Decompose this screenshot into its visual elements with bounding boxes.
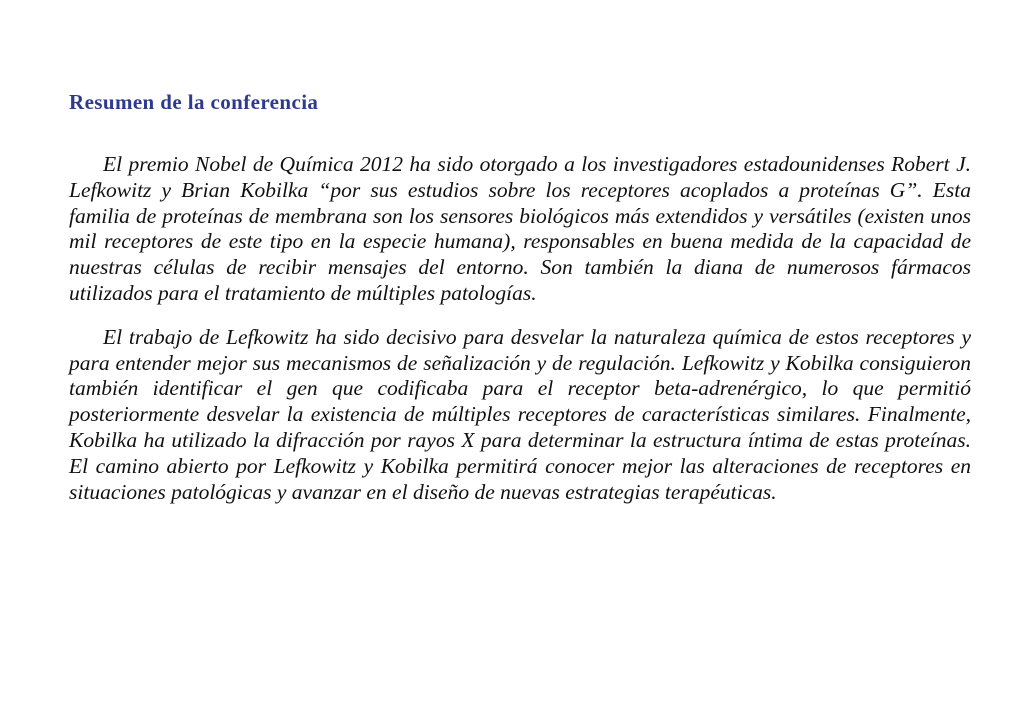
abstract-body — [69, 152, 971, 523]
paragraph-2: El trabajo de Lefkowitz ha sido decisivo para desvelar la naturaleza química de estos receptores y para entender mejor sus mecanismos de señalización y de regulación. Lefkowitz y Kobilka consiguieron también identificar el gen que codificaba para el receptor beta-adrenérgico, lo que permitió posteriormente desvelar la existencia de múltiples receptores de características similares. Finalmente, Kobilka ha utilizado la difracción por rayos X para determinar la estructura íntima de estas proteínas. El camino abierto por Lefkowitz y Kobilka permitirá conocer mejor las alteraciones de receptores en situaciones patológicas y avanzar en el diseño de nuevas estrategias terapéuticas. — [69, 324, 971, 504]
paragraph-1: El premio Nobel de Química 2012 ha sido otorgado a los investigadores estadounidenses Robert J. Lefkowitz y Brian Kobilka “por sus estudios sobre los receptores acoplados a proteínas G”. Esta familia de proteínas de membrana son los sensores biológicos más extendidos y versátiles (existen unos mil receptores de este tipo en la especie humana), responsables en buena medida de la capacidad de nuestras células de recibir mensajes del entorno. Son también la diana de numerosos fármacos utilizados para el tratamiento de múltiples patologías. — [69, 152, 971, 305]
section-heading: Resumen de la conferencia — [69, 90, 319, 114]
